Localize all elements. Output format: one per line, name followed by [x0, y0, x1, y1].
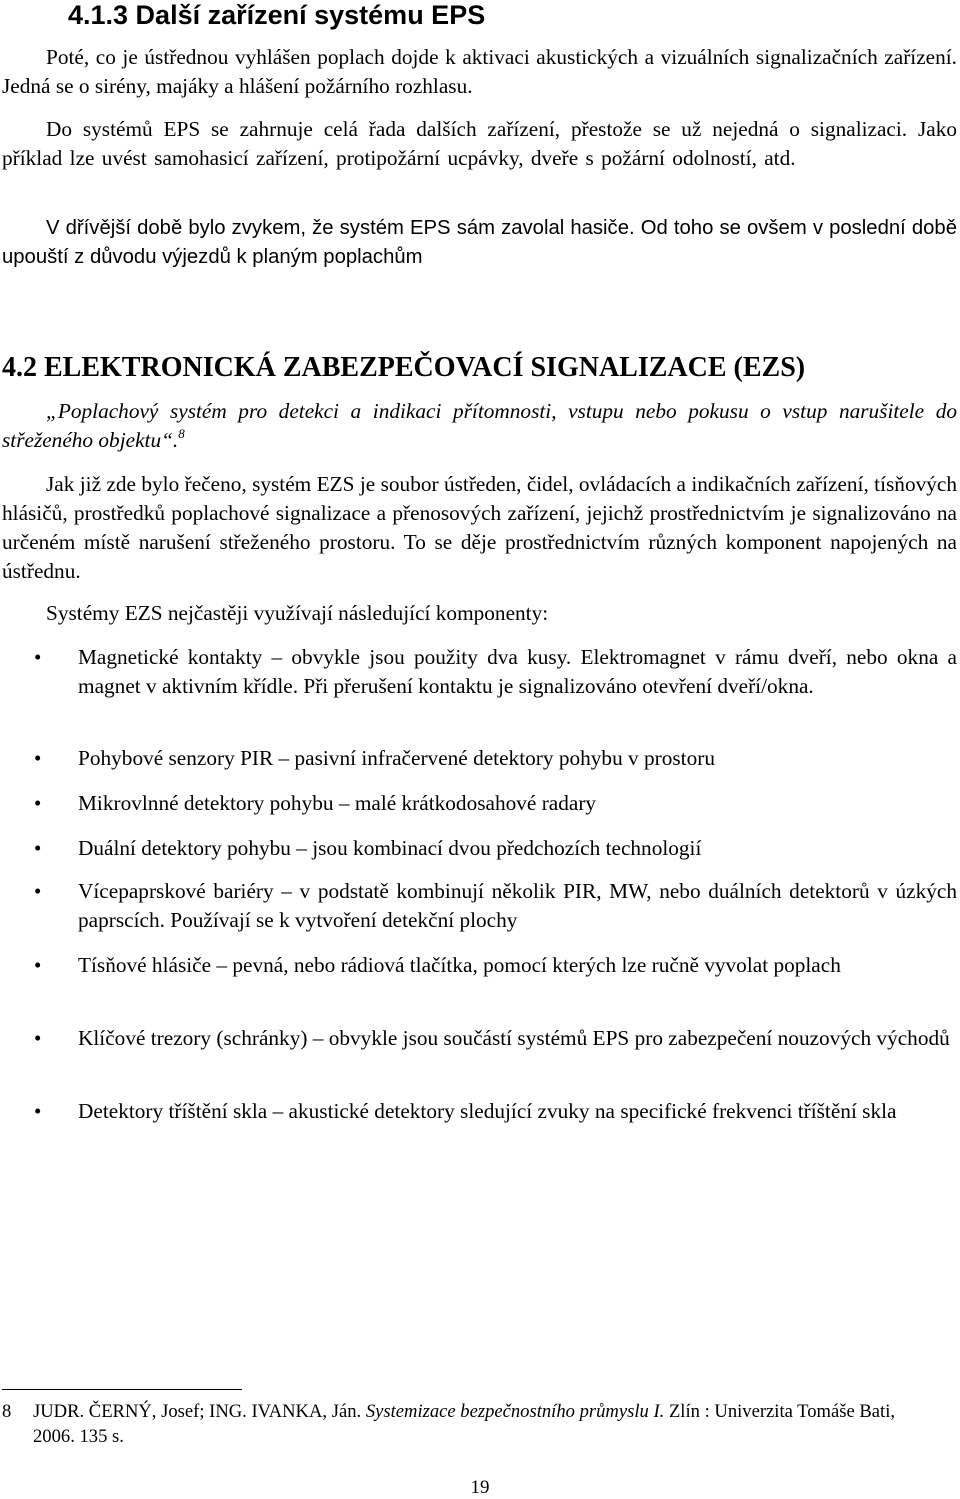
list-item — [34, 643, 957, 701]
list-item — [34, 789, 957, 818]
list-item-text: Vícepaprskové bariéry – v podstatě kombinují několik PIR, MW, nebo duálních detektorů v úzkých paprscích. Používají se k vytvoření detekční plochy — [78, 879, 957, 932]
definition-quote-text: „Poplachový systém pro detekci a indikaci přítomnosti, vstupu nebo pokusu o vstup narušitele do střeženého objektu“. — [2, 399, 957, 452]
list-item — [34, 1024, 957, 1053]
list-item-text: Magnetické kontakty – obvykle jsou použity dva kusy. Elektromagnet v rámu dveří, nebo okna a magnet v aktivním křídle. Při přerušení kontaktu je signalizováno otevření dveří/okna. — [78, 645, 957, 698]
list-item — [34, 744, 957, 773]
definition-quote — [2, 397, 957, 455]
paragraph-ezs-definition: Jak již zde bylo řečeno, systém EZS je soubor ústředen, čidel, ovládacích a indikačních zařízení, tísňových hlásičů, prostředků poplachové signalizace a přenosových zařízení, jejichž prostřednictvím je signalizováno na určeném místě narušení střeženého prostoru. To se děje prostřednictvím různých komponent napojených na ústřednu. — [2, 472, 957, 583]
footnote-title: Systemizace bezpečnostního průmyslu I. — [365, 1401, 665, 1422]
bullet-icon: • — [34, 1026, 42, 1050]
bullet-icon: • — [34, 879, 42, 903]
bullet-icon: • — [34, 1099, 42, 1123]
page-number: 19 — [470, 1477, 490, 1498]
list-item — [34, 1097, 957, 1126]
bullet-icon: • — [34, 746, 42, 770]
footnote-number: 8 — [2, 1401, 12, 1422]
paragraph-other-devices: Do systémů EPS se zahrnuje celá řada dalších zařízení, přestože se už nejedná o signalizaci. Jako příklad lze uvést samohasicí zařízení, protipožární ucpávky, dveře s požární odolností, atd. — [2, 117, 957, 170]
list-item-text: Tísňové hlásiče – pevná, nebo rádiová tlačítka, pomocí kterých lze ručně vyvolat poplach — [78, 953, 841, 977]
list-item-text: Mikrovlnné detektory pohybu – malé krátkodosahové radary — [78, 791, 597, 815]
bullet-icon: • — [34, 791, 42, 815]
footnote-reference: 8 — [178, 426, 185, 441]
list-item-text: Duální detektory pohybu – jsou kombinací dvou předchozích technologií — [78, 836, 702, 860]
list-item — [34, 834, 957, 863]
paragraph-components-intro: Systémy EZS nejčastěji využívají následující komponenty: — [46, 601, 549, 625]
footnote-text — [33, 1399, 933, 1449]
section-heading-4-1-3: 4.1.3 Další zařízení systému EPS — [68, 0, 486, 30]
paragraph-fire-brigade-call: V dřívější době bylo zvykem, že systém EPS sám zavolal hasiče. Od toho se ovšem v poslední době upouští z důvodu výjezdů k planým poplachům — [2, 217, 957, 268]
list-item-text: Detektory tříštění skla – akustické detektory sledující zvuky na specifické frekvenci tříštění skla — [78, 1099, 897, 1123]
footnote-separator — [2, 1389, 242, 1390]
list-item — [34, 951, 957, 980]
footnote-publisher: Zlín : Univerzita Tomáše Bati, 2006. 135 s. — [33, 1401, 896, 1447]
bullet-icon: • — [34, 645, 42, 669]
footnote-authors: JUDR. ČERNÝ, Josef; ING. IVANKA, Ján. — [33, 1401, 362, 1422]
list-item — [34, 877, 957, 935]
list-item-text: Klíčové trezory (schránky) – obvykle jsou součástí systémů EPS pro zabezpečení nouzových východů — [78, 1026, 950, 1050]
bullet-icon: • — [34, 953, 42, 977]
list-item-text: Pohybové senzory PIR – pasivní infračervené detektory pohybu v prostoru — [78, 746, 715, 770]
bullet-icon: • — [34, 836, 42, 860]
paragraph-alarm-devices: Poté, co je ústřednou vyhlášen poplach dojde k aktivaci akustických a vizuálních signalizačních zařízení. Jedná se o sirény, majáky a hlášení požárního rozhlasu. — [2, 45, 957, 98]
section-heading-4-2: 4.2 ELEKTRONICKÁ ZABEZPEČOVACÍ SIGNALIZACE (EZS) — [2, 352, 806, 383]
